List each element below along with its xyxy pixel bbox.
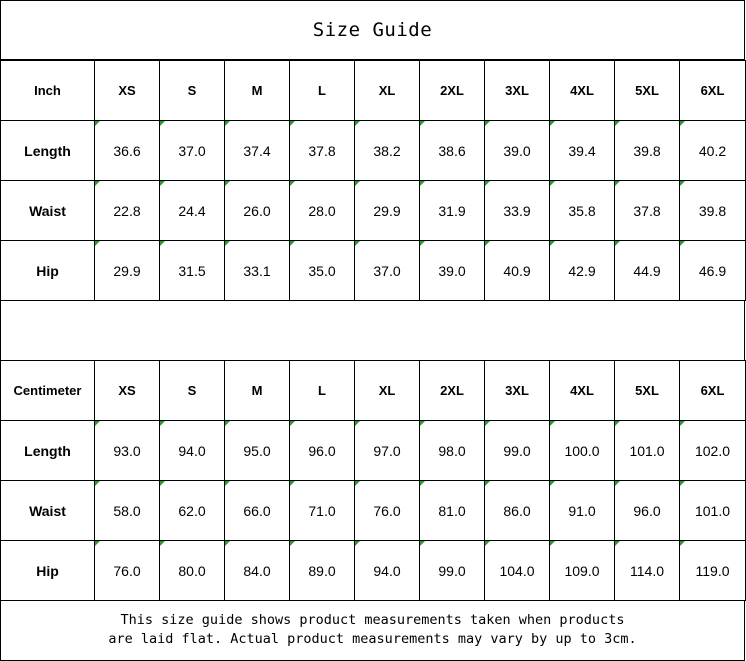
measurement-cell: 37.0 (160, 121, 225, 181)
measurement-cell: 39.8 (680, 181, 746, 241)
size-header-xl: XL (355, 361, 420, 421)
measurement-cell: 89.0 (290, 541, 355, 601)
table-row (1, 481, 746, 541)
measurement-cell: 86.0 (485, 481, 550, 541)
measurement-cell: 28.0 (290, 181, 355, 241)
inch-header-row (1, 61, 746, 121)
measurement-cell: 71.0 (290, 481, 355, 541)
measurement-cell: 38.6 (420, 121, 485, 181)
table-row (1, 241, 746, 301)
measurement-cell: 101.0 (680, 481, 746, 541)
measurement-cell: 22.8 (95, 181, 160, 241)
measurement-cell: 40.9 (485, 241, 550, 301)
measurement-cell: 33.1 (225, 241, 290, 301)
measurement-cell: 39.8 (615, 121, 680, 181)
measurement-cell: 76.0 (95, 541, 160, 601)
size-header-l: L (290, 361, 355, 421)
measurement-cell: 84.0 (225, 541, 290, 601)
measurement-cell: 42.9 (550, 241, 615, 301)
measurement-cell: 76.0 (355, 481, 420, 541)
measurement-cell: 35.0 (290, 241, 355, 301)
measurement-cell: 95.0 (225, 421, 290, 481)
measurement-cell: 37.0 (355, 241, 420, 301)
size-header-2xl: 2XL (420, 361, 485, 421)
size-header-xs: XS (95, 361, 160, 421)
measurement-cell: 37.8 (615, 181, 680, 241)
size-header-xl: XL (355, 61, 420, 121)
measurement-cell: 40.2 (680, 121, 746, 181)
row-label-length: Length (1, 121, 95, 181)
measurement-cell: 101.0 (615, 421, 680, 481)
measurement-cell: 37.4 (225, 121, 290, 181)
measurement-cell: 91.0 (550, 481, 615, 541)
row-label-length: Length (1, 421, 95, 481)
cm-header-row (1, 361, 746, 421)
measurement-cell: 62.0 (160, 481, 225, 541)
table-row (1, 541, 746, 601)
size-header-xs: XS (95, 61, 160, 121)
row-label-waist: Waist (1, 481, 95, 541)
size-header-4xl: 4XL (550, 61, 615, 121)
measurement-cell: 39.0 (420, 241, 485, 301)
measurement-cell: 33.9 (485, 181, 550, 241)
measurement-cell: 80.0 (160, 541, 225, 601)
measurement-cell: 31.9 (420, 181, 485, 241)
measurement-cell: 100.0 (550, 421, 615, 481)
measurement-cell: 31.5 (160, 241, 225, 301)
size-header-5xl: 5XL (615, 61, 680, 121)
table-spacer (0, 300, 745, 360)
row-label-waist: Waist (1, 181, 95, 241)
measurement-cell: 39.4 (550, 121, 615, 181)
cm-unit-label: Centimeter (1, 361, 95, 421)
measurement-cell: 29.9 (355, 181, 420, 241)
measurement-cell: 96.0 (290, 421, 355, 481)
measurement-cell: 44.9 (615, 241, 680, 301)
size-header-m: M (225, 361, 290, 421)
measurement-cell: 39.0 (485, 121, 550, 181)
measurement-cell: 38.2 (355, 121, 420, 181)
measurement-cell: 94.0 (355, 541, 420, 601)
note-line-2: are laid flat. Actual product measurements may vary by up to 3cm. (108, 631, 637, 647)
measurement-cell: 66.0 (225, 481, 290, 541)
measurement-cell: 24.4 (160, 181, 225, 241)
table-row (1, 121, 746, 181)
size-header-2xl: 2XL (420, 61, 485, 121)
measurement-cell: 99.0 (485, 421, 550, 481)
measurement-cell: 98.0 (420, 421, 485, 481)
measurement-cell: 35.8 (550, 181, 615, 241)
measurement-cell: 96.0 (615, 481, 680, 541)
table-row (1, 181, 746, 241)
size-header-6xl: 6XL (680, 61, 746, 121)
inch-size-table (0, 60, 746, 301)
row-label-hip: Hip (1, 241, 95, 301)
centimeter-size-table (0, 360, 746, 601)
note-line-1: This size guide shows product measurements taken when products (120, 612, 625, 628)
page-title: Size Guide (0, 0, 745, 60)
measurement-cell: 29.9 (95, 241, 160, 301)
measurement-cell: 102.0 (680, 421, 746, 481)
size-header-l: L (290, 61, 355, 121)
table-row (1, 421, 746, 481)
size-header-s: S (160, 61, 225, 121)
size-header-3xl: 3XL (485, 361, 550, 421)
measurement-cell: 119.0 (680, 541, 746, 601)
size-header-5xl: 5XL (615, 361, 680, 421)
measurement-cell: 109.0 (550, 541, 615, 601)
row-label-hip: Hip (1, 541, 95, 601)
size-header-3xl: 3XL (485, 61, 550, 121)
measurement-note (0, 600, 745, 661)
measurement-cell: 114.0 (615, 541, 680, 601)
measurement-cell: 99.0 (420, 541, 485, 601)
measurement-cell: 94.0 (160, 421, 225, 481)
measurement-cell: 36.6 (95, 121, 160, 181)
measurement-cell: 58.0 (95, 481, 160, 541)
measurement-cell: 104.0 (485, 541, 550, 601)
size-header-6xl: 6XL (680, 361, 746, 421)
measurement-cell: 26.0 (225, 181, 290, 241)
size-header-s: S (160, 361, 225, 421)
measurement-cell: 81.0 (420, 481, 485, 541)
measurement-cell: 37.8 (290, 121, 355, 181)
inch-unit-label: Inch (1, 61, 95, 121)
measurement-cell: 97.0 (355, 421, 420, 481)
size-header-4xl: 4XL (550, 361, 615, 421)
size-header-m: M (225, 61, 290, 121)
measurement-cell: 46.9 (680, 241, 746, 301)
measurement-cell: 93.0 (95, 421, 160, 481)
